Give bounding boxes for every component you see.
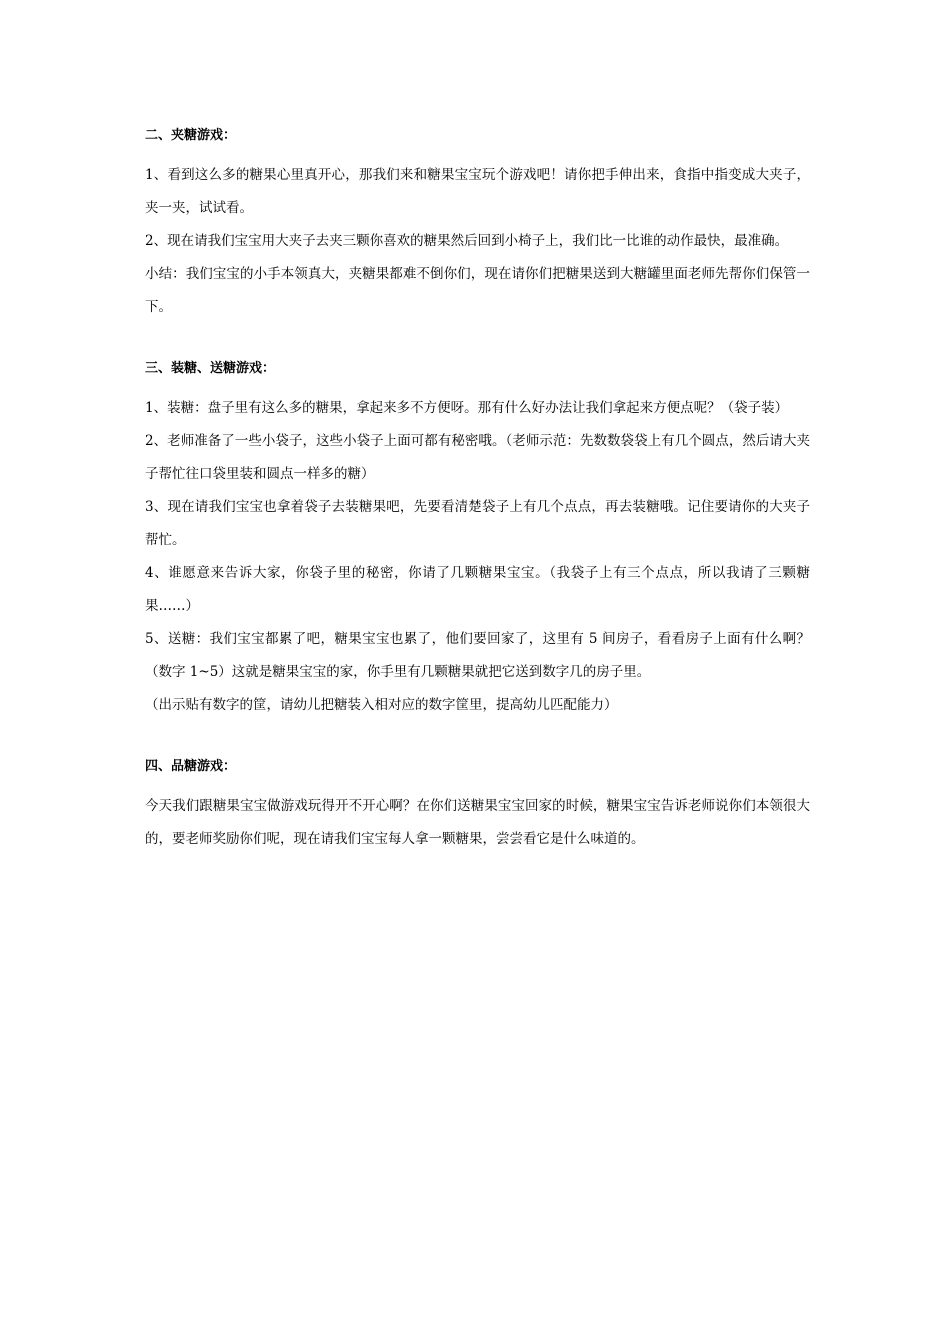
paragraph: 今天我们跟糖果宝宝做游戏玩得开不开心啊？在你们送糖果宝宝回家的时候，糖果宝宝告诉老师说你们本领很大的，要老师奖励你们呢，现在请我们宝宝每人拿一颗糖果，尝尝看它是什么味道的。	[145, 798, 810, 847]
paragraph: 小结：我们宝宝的小手本领真大，夹糖果都难不倒你们，现在请你们把糖果送到大糖罐里面老师先帮你们保管一下。	[145, 266, 810, 315]
section-taste-candy-game	[145, 757, 810, 856]
paragraph: （出示贴有数字的筐，请幼儿把糖装入相对应的数字筐里，提高幼儿匹配能力）	[145, 697, 618, 713]
paragraph: 2、老师准备了一些小袋子，这些小袋子上面可都有秘密哦。（老师示范：先数数袋袋上有几个圆点，然后请大夹子帮忙往口袋里装和圆点一样多的糖）	[145, 433, 810, 482]
document-body	[145, 126, 810, 856]
section-candy-clip-game	[145, 126, 810, 324]
paragraph: 2、现在请我们宝宝用大夹子去夹三颗你喜欢的糖果然后回到小椅子上，我们比一比谁的动作最快，最准确。	[145, 233, 789, 249]
paragraph: 1、看到这么多的糖果心里真开心，那我们来和糖果宝宝玩个游戏吧！请你把手伸出来，食指中指变成大夹子，夹一夹，试试看。	[145, 167, 810, 216]
paragraph: 1、装糖：盘子里有这么多的糖果，拿起来多不方便呀。那有什么好办法让我们拿起来方便点呢？（袋子装）	[145, 400, 789, 416]
section-spacer	[145, 722, 810, 757]
section-heading: 三、装糖、送糖游戏：	[145, 361, 276, 376]
section-heading: 二、夹糖游戏：	[145, 128, 237, 143]
section-pack-send-candy-game	[145, 359, 810, 722]
paragraph: 4、谁愿意来告诉大家，你袋子里的秘密，你请了几颗糖果宝宝。（我袋子上有三个点点，所以我请了三颗糖果……）	[145, 565, 810, 614]
paragraph: 5、送糖：我们宝宝都累了吧，糖果宝宝也累了，他们要回家了，这里有 5 间房子，看看房子上面有什么啊？（数字 1~5）这就是糖果宝宝的家，你手里有几颗糖果就把它送到数字几的房子里。	[145, 631, 810, 680]
section-heading: 四、品糖游戏：	[145, 759, 237, 774]
paragraph: 3、现在请我们宝宝也拿着袋子去装糖果吧，先要看清楚袋子上有几个点点，再去装糖哦。记住要请你的大夹子帮忙。	[145, 499, 810, 548]
section-spacer	[145, 324, 810, 359]
